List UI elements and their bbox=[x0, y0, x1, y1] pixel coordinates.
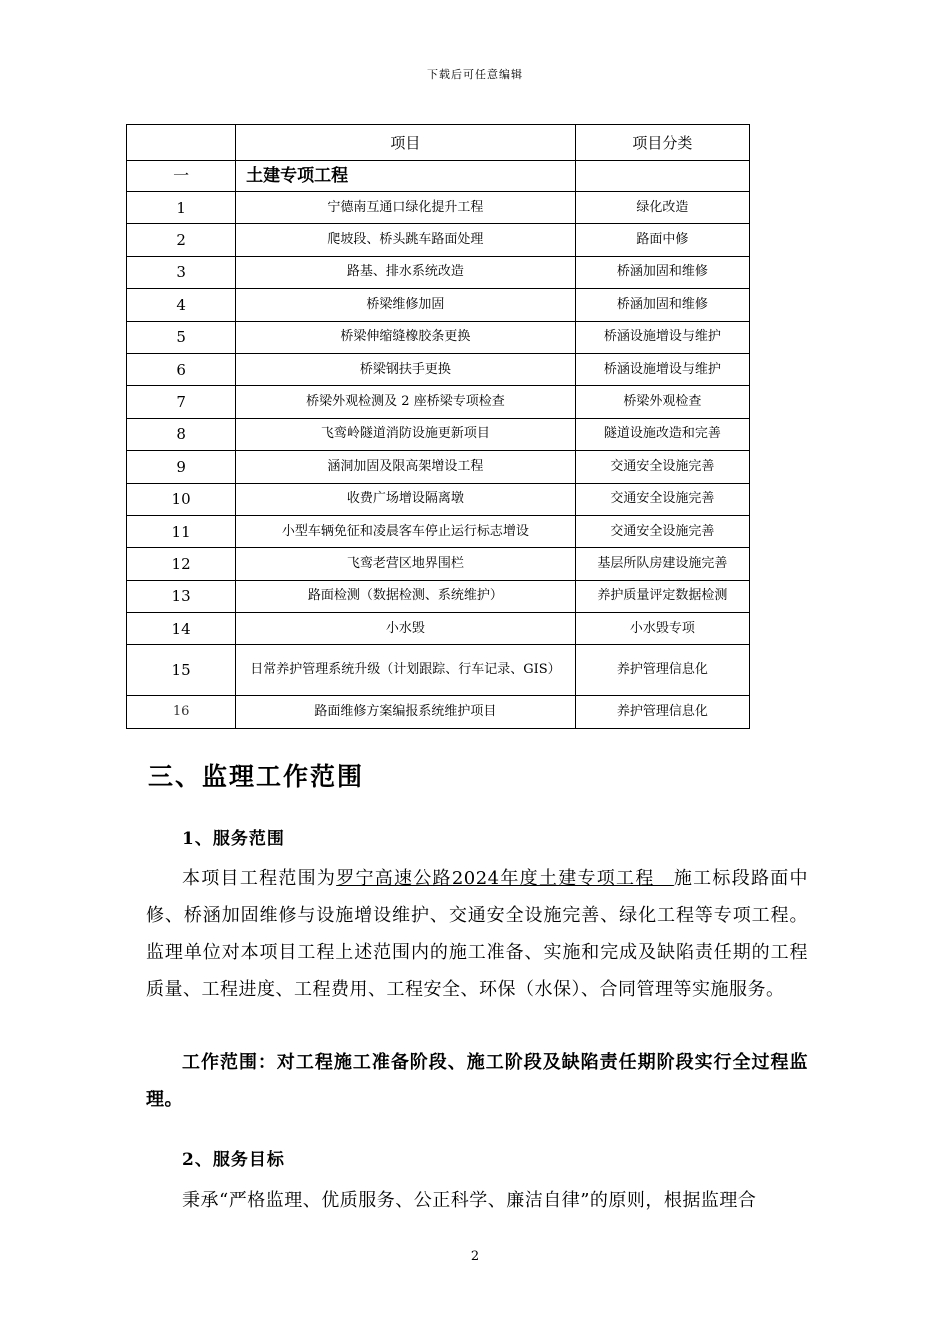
table-section-row bbox=[127, 161, 750, 192]
table-row bbox=[127, 192, 750, 224]
row-category: 桥涵设施增设与维护 bbox=[575, 353, 749, 385]
table-row bbox=[127, 613, 750, 645]
row-project: 飞鸾岭隧道消防设施更新项目 bbox=[236, 418, 576, 450]
row-category: 养护质量评定数据检测 bbox=[575, 580, 749, 612]
table-row bbox=[127, 483, 750, 515]
row-category: 桥涵加固和维修 bbox=[575, 256, 749, 288]
row-project: 飞鸾老营区地界围栏 bbox=[236, 548, 576, 580]
paragraph-scope bbox=[146, 860, 808, 1008]
row-project: 桥梁外观检测及 2 座桥梁专项检查 bbox=[236, 386, 576, 418]
row-num: 10 bbox=[127, 483, 236, 515]
row-project: 桥梁维修加固 bbox=[236, 289, 576, 321]
table-row bbox=[127, 321, 750, 353]
row-num: 13 bbox=[127, 580, 236, 612]
row-num: 2 bbox=[127, 224, 236, 256]
row-project: 宁德南互通口绿化提升工程 bbox=[236, 192, 576, 224]
row-category: 交通安全设施完善 bbox=[575, 515, 749, 547]
row-num: 3 bbox=[127, 256, 236, 288]
row-project: 路面检测（数据检测、系统维护） bbox=[236, 580, 576, 612]
table-row bbox=[127, 386, 750, 418]
row-project: 小水毁 bbox=[236, 613, 576, 645]
header-cell-project: 项目 bbox=[236, 125, 576, 161]
table-row bbox=[127, 451, 750, 483]
row-num: 16 bbox=[127, 696, 236, 728]
project-table bbox=[126, 124, 750, 729]
table-row bbox=[127, 580, 750, 612]
row-num: 6 bbox=[127, 353, 236, 385]
row-num: 11 bbox=[127, 515, 236, 547]
row-num: 15 bbox=[127, 645, 236, 696]
row-category: 交通安全设施完善 bbox=[575, 483, 749, 515]
scope-prefix: 本项目工程范围为 bbox=[182, 868, 337, 889]
scope-rest: 施工标段路面中修、桥涵加固维修与设施增设维护、交通安全设施完善、绿化工程等专项工程。监理单位对本项目工程上述范围内的施工准备、实施和完成及缺陷责任期的工程质量、工程进度、工程费用、工程安全、环保（水保）、合同管理等实施服务。 bbox=[146, 868, 809, 1000]
paragraph-goal: 秉承“严格监理、优质服务、公正科学、廉洁自律”的原则，根据监理合 bbox=[182, 1190, 757, 1211]
header-note: 下载后可任意编辑 bbox=[427, 68, 523, 81]
table-row bbox=[127, 256, 750, 288]
section-title: 土建专项工程 bbox=[236, 161, 576, 192]
row-category: 小水毁专项 bbox=[575, 613, 749, 645]
section-num: 一 bbox=[127, 161, 236, 192]
row-project: 爬坡段、桥头跳车路面处理 bbox=[236, 224, 576, 256]
row-category: 养护管理信息化 bbox=[575, 696, 749, 728]
table-row bbox=[127, 353, 750, 385]
row-category: 桥涵加固和维修 bbox=[575, 289, 749, 321]
table-row bbox=[127, 645, 750, 696]
row-num: 4 bbox=[127, 289, 236, 321]
row-num: 14 bbox=[127, 613, 236, 645]
row-category: 基层所队房建设施完善 bbox=[575, 548, 749, 580]
section-heading: 三、监理工作范围 bbox=[148, 762, 365, 791]
row-category: 交通安全设施完善 bbox=[575, 451, 749, 483]
row-num: 9 bbox=[127, 451, 236, 483]
row-num: 8 bbox=[127, 418, 236, 450]
header-cell-num bbox=[127, 125, 236, 161]
row-project: 日常养护管理系统升级（计划跟踪、行车记录、GIS） bbox=[236, 645, 576, 696]
subheading-service-goal: 2、服务目标 bbox=[182, 1150, 285, 1170]
row-category: 绿化改造 bbox=[575, 192, 749, 224]
table-row bbox=[127, 224, 750, 256]
row-project: 路基、排水系统改造 bbox=[236, 256, 576, 288]
row-project: 路面维修方案编报系统维护项目 bbox=[236, 696, 576, 728]
header-cell-category: 项目分类 bbox=[575, 125, 749, 161]
row-num: 7 bbox=[127, 386, 236, 418]
row-category: 桥涵设施增设与维护 bbox=[575, 321, 749, 353]
row-category: 桥梁外观检查 bbox=[575, 386, 749, 418]
row-num: 1 bbox=[127, 192, 236, 224]
row-category: 路面中修 bbox=[575, 224, 749, 256]
subheading-service-scope: 1、服务范围 bbox=[182, 829, 285, 849]
row-project: 桥梁钢扶手更换 bbox=[236, 353, 576, 385]
row-project: 桥梁伸缩缝橡胶条更换 bbox=[236, 321, 576, 353]
table-row bbox=[127, 696, 750, 728]
row-project: 收费广场增设隔离墩 bbox=[236, 483, 576, 515]
page-number: 2 bbox=[470, 1249, 480, 1264]
row-project: 小型车辆免征和凌晨客车停止运行标志增设 bbox=[236, 515, 576, 547]
row-category: 隧道设施改造和完善 bbox=[575, 418, 749, 450]
table-row bbox=[127, 548, 750, 580]
row-category: 养护管理信息化 bbox=[575, 645, 749, 696]
row-project: 涵洞加固及限高架增设工程 bbox=[236, 451, 576, 483]
table-row bbox=[127, 289, 750, 321]
section-category bbox=[575, 161, 749, 192]
paragraph-work-scope: 工作范围：对工程施工准备阶段、施工阶段及缺陷责任期阶段实行全过程监理。 bbox=[146, 1052, 808, 1110]
row-num: 5 bbox=[127, 321, 236, 353]
table-row bbox=[127, 515, 750, 547]
table-header-row bbox=[127, 125, 750, 161]
row-num: 12 bbox=[127, 548, 236, 580]
table-row bbox=[127, 418, 750, 450]
project-name-underlined: 罗宁高速公路2024年度土建专项工程 bbox=[336, 868, 674, 889]
